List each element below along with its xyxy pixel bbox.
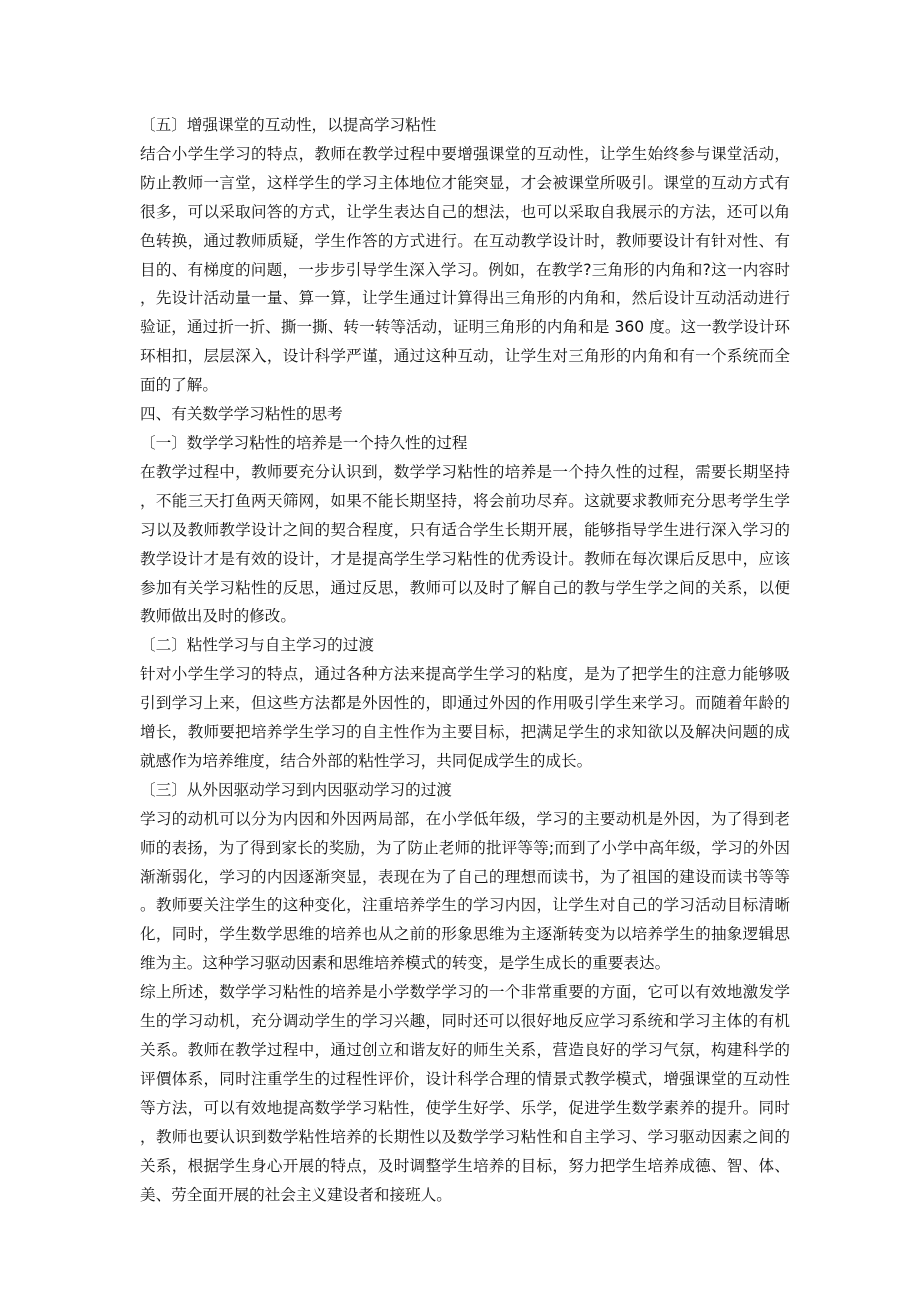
paragraph-motivation: 学习的动机可以分为内因和外因两局部，在小学低年级，学习的主要动机是外因，为了得到老师的表扬，为了得到家长的奖励，为了防止老师的批评等等;而到了小学中高年级，学习的外因渐渐弱化，学习的内因逐渐突显，表现在为了自己的理想而读书，为了祖国的建设而读书等等。教师要关注学生的这种变化，注重培养学生的学习内因，让学生对自己的学习活动目标清晰化，同时，学生数学思维的培养也从之前的形象思维为主逐渐转变为以培养学生的抽象逻辑思维为主。这种学习驱动因素和思维培养模式的转变，是学生成长的重要表达。 xyxy=(140,809,790,973)
paragraph-persistence: 在教学过程中，教师要充分认识到，数学学习粘性的培养是一个持久性的过程，需要长期坚持，不能三天打鱼两天筛网，如果不能长期坚持，将会前功尽弃。这就要求教师充分思考学生学习以及教师教学设计之间的契合程度，只有适合学生长期开展，能够指导学生进行深入学习的教学设计才是有效的设计，才是提高学生学习粘性的优秀设计。教师在每次课后反思中，应该参加有关学习粘性的反思，通过反思，教师可以及时了解自己的教与学生学之间的关系，以便教师做出及时的修改。 xyxy=(140,462,790,626)
section-heading-five: 〔五〕增强课堂的互动性，以提高学习粘性 xyxy=(140,116,437,134)
subsection-heading-three: 〔三〕从外因驱动学习到内因驱动学习的过渡 xyxy=(140,780,452,799)
paragraph-interaction: 结合小学生学习的特点，教师在教学过程中要增强课堂的互动性，让学生始终参与课堂活动，防止教师一言堂，这样学生的学习主体地位才能突显，才会被课堂所吸引。课堂的互动方式有很多，可以采取问答的方式，让学生表达自己的想法，也可以采取自我展示的方法，还可以角色转换，通过教师质疑，学生作答的方式进行。在互动教学设计时，教师要设计有针对性、有目的、有梯度的问题，一步步引导学生深入学习。例如，在教学?三角形的内角和?这一内容时，先设计活动量一量、算一算，让学生通过计算得出三角形的内角和，然后设计互动活动进行验证，通过折一折、撕一撕、转一转等活动，证明三角形的内角和是 360 度。这一教学设计环环相扣，层层深入，设计科学严谨，通过这种互动，让学生对三角形的内角和有一个系统而全面的了解。 xyxy=(140,144,790,395)
section-heading-four: 四、有关数学学习粘性的思考 xyxy=(140,405,343,424)
subsection-heading-two: 〔二〕粘性学习与自主学习的过渡 xyxy=(140,636,374,655)
subsection-heading-one: 〔一〕数学学习粘性的培养是一个持久性的过程 xyxy=(140,433,468,452)
paragraph-conclusion: 综上所述，数学学习粘性的培养是小学数学学习的一个非常重要的方面，它可以有效地激发学生的学习动机，充分调动学生的学习兴趣，同时还可以很好地反应学习系统和学习主体的有机关系。教师在教学过程中，通过创立和谐友好的师生关系，营造良好的学习气氛，构建科学的评價体系，同时注重学生的过程性评价，设计科学合理的情景式教学模式，增强课堂的互动性等方法，可以有效地提高数学学习粘性，使学生好学、乐学，促进学生数学素养的提升。同时，教师也要认识到数学粘性培养的长期性以及数学学习粘性和自主学习、学习驱动因素之间的关系，根据学生身心开展的特点，及时调整学生培养的目标，努力把学生培养成德、智、体、美、劳全面开展的社会主义建设者和接班人。 xyxy=(140,983,790,1204)
document-body xyxy=(140,111,790,1209)
paragraph-autonomy: 针对小学生学习的特点，通过各种方法来提高学生学习的粘度，是为了把学生的注意力能够吸引到学习上来，但这些方法都是外因性的，即通过外因的作用吸引学生来学习。而随着年龄的增长，教师要把培养学生学习的自主性作为主要目标，把满足学生的求知欲以及解决问题的成就感作为培养维度，结合外部的粘性学习，共同促成学生的成长。 xyxy=(140,665,790,770)
